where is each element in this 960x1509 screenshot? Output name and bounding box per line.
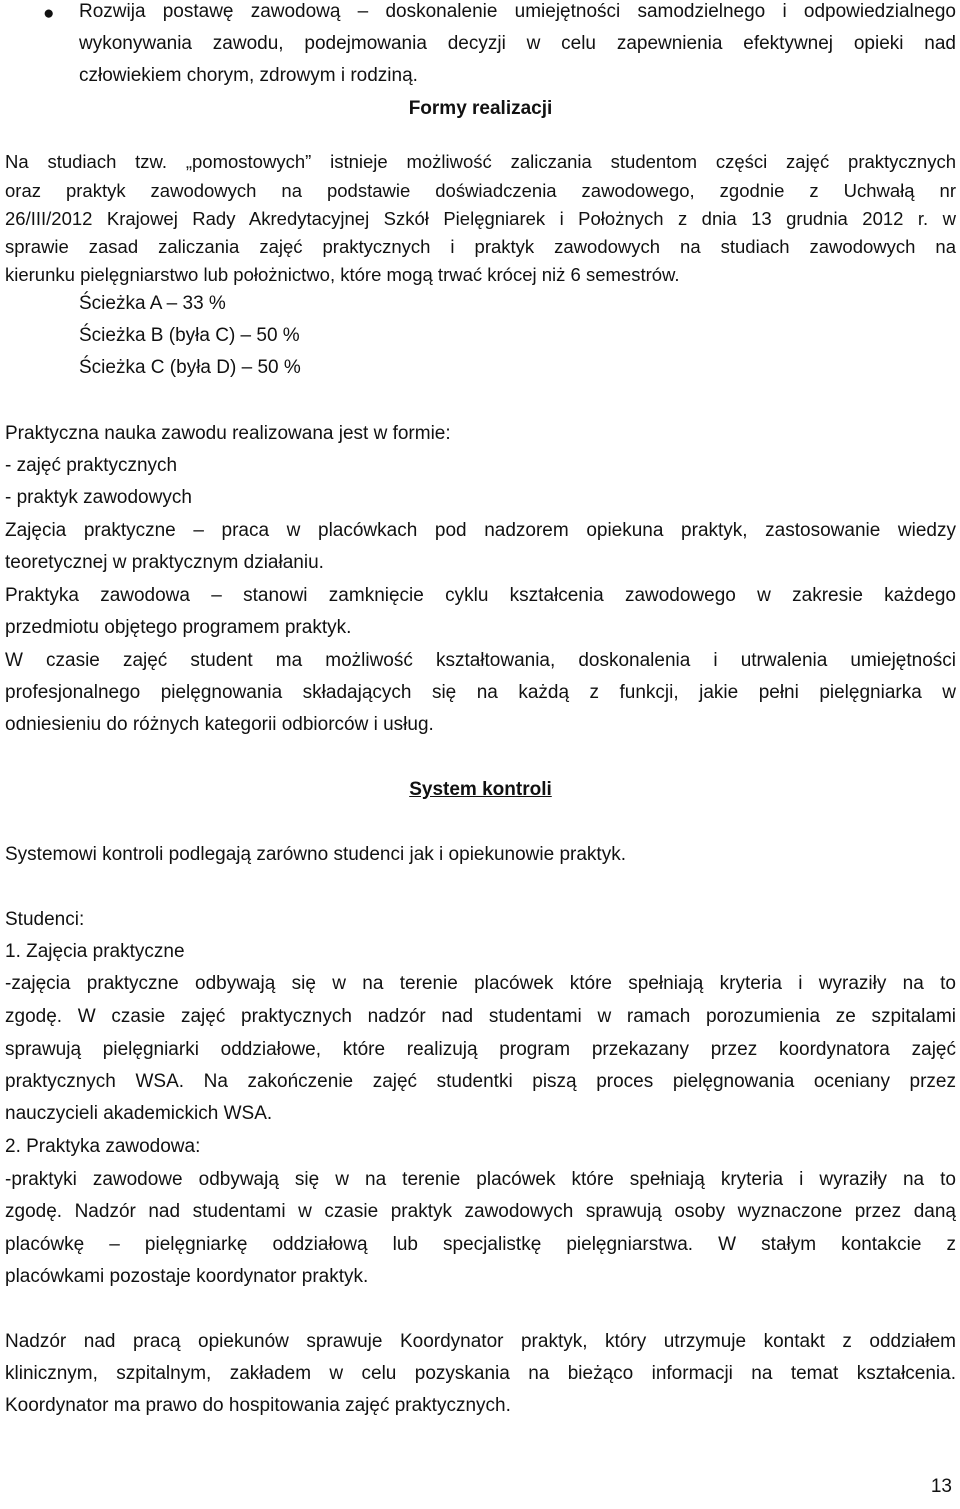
item1-line: nauczycieli akademickich WSA.	[5, 1103, 273, 1124]
path-a: Ścieżka A – 33 %	[79, 293, 226, 314]
item2-line: -praktyki zawodowe odbywają się w na terenie placówek które spełniają kryteria i wyraziły na to	[5, 1169, 956, 1190]
system-intro: Systemowi kontroli podlegają zarówno studenci jak i opiekunowie praktyk.	[5, 844, 626, 865]
bullet-text-line: Rozwija postawę zawodową – doskonalenie umiejętności samodzielnego i odpowiedzialnego	[79, 1, 956, 22]
item1-line: praktycznych WSA. Na zakończenie zajęć studentki piszą proces pielęgnowania oceniany przez	[5, 1071, 956, 1092]
para1-line: sprawie zasad zaliczania zajęć praktycznych i praktyk zawodowych na studiach zawodowych na	[5, 236, 956, 257]
item1-title: 1. Zajęcia praktyczne	[5, 941, 185, 962]
practical-item: - praktyk zawodowych	[5, 487, 192, 508]
item2-line: zgodę. Nadzór nad studentami w czasie praktyk zawodowych sprawują osoby wyznaczone przez daną	[5, 1201, 956, 1222]
heading-system-text: System kontroli	[409, 779, 552, 800]
praktyka-line: przedmiotu objętego programem praktyk.	[5, 617, 352, 638]
final-line: klinicznym, szpitalnym, zakładem w celu pozyskania na bieżąco informacji na temat kształcenia.	[5, 1363, 956, 1384]
item1-line: -zajęcia praktyczne odbywają się w na terenie placówek które spełniają kryteria i wyraziły na to	[5, 973, 956, 994]
practical-item: - zajęć praktycznych	[5, 455, 178, 476]
practical-intro: Praktyczna nauka zawodu realizowana jest w formie:	[5, 423, 451, 444]
page-number: 13	[930, 1476, 952, 1497]
para1-line: 26/III/2012 Krajowej Rady Akredytacyjnej Szkół Pielęgniarek i Położnych z dnia 13 grudnia 2012 r. w	[5, 208, 956, 229]
item2-line: placówkę – pielęgniarkę oddziałową lub specjalistkę pielęgniarstwa. W stałym kontakcie z	[5, 1234, 956, 1255]
zajecia-line: teoretycznej w praktycznym działaniu.	[5, 552, 324, 573]
zajecia-line: Zajęcia praktyczne – praca w placówkach pod nadzorem opiekuna praktyk, zastosowanie wiedzy	[5, 520, 956, 541]
students-label: Studenci:	[5, 909, 85, 930]
bullet-text-line: wykonywania zawodu, podejmowania decyzji w celu zapewnienia efektywnej opieki nad	[79, 33, 956, 54]
bullet-text-line: człowiekiem chorym, zdrowym i rodziną.	[79, 65, 418, 86]
final-line: Koordynator ma prawo do hospitowania zajęć praktycznych.	[5, 1395, 511, 1416]
bullet-icon: ●	[43, 3, 55, 24]
item2-title: 2. Praktyka zawodowa:	[5, 1136, 201, 1157]
para1-line: oraz praktyk zawodowych na podstawie doświadczenia zawodowego, zgodnie z Uchwałą nr	[5, 180, 956, 201]
czas-line: W czasie zajęć student ma możliwość kształtowania, doskonalenia i utrwalenia umiejętności	[5, 650, 956, 671]
item1-line: zgodę. W czasie zajęć praktycznych nadzór nad studentami w ramach porozumienia ze szpitalami	[5, 1006, 956, 1027]
para1-line: Na studiach tzw. „pomostowych” istnieje możliwość zaliczania studentom części zajęć praktycznych	[5, 151, 956, 172]
czas-line: odniesieniu do różnych kategorii odbiorców i usług.	[5, 714, 434, 735]
heading-system	[5, 774, 956, 807]
item2-line: placówkami pozostaje koordynator praktyk.	[5, 1266, 369, 1287]
item1-line: sprawują pielęgniarki oddziałowe, które realizują program przekazany przez koordynatora zajęć	[5, 1039, 956, 1060]
praktyka-line: Praktyka zawodowa – stanowi zamknięcie cyklu kształcenia zawodowego w zakresie każdego	[5, 585, 956, 606]
czas-line: profesjonalnego pielęgnowania składających się na każdą z funkcji, jakie pełni pielęgniarka w	[5, 682, 956, 703]
heading-forms: Formy realizacji	[408, 98, 553, 119]
path-c: Ścieżka C (była D) – 50 %	[79, 357, 301, 378]
final-line: Nadzór nad pracą opiekunów sprawuje Koordynator praktyk, który utrzymuje kontakt z oddziałem	[5, 1331, 956, 1352]
para1-line: kierunku pielęgniarstwo lub położnictwo, które mogą trwać krócej niż 6 semestrów.	[5, 264, 680, 285]
path-b: Ścieżka B (była C) – 50 %	[79, 325, 300, 346]
